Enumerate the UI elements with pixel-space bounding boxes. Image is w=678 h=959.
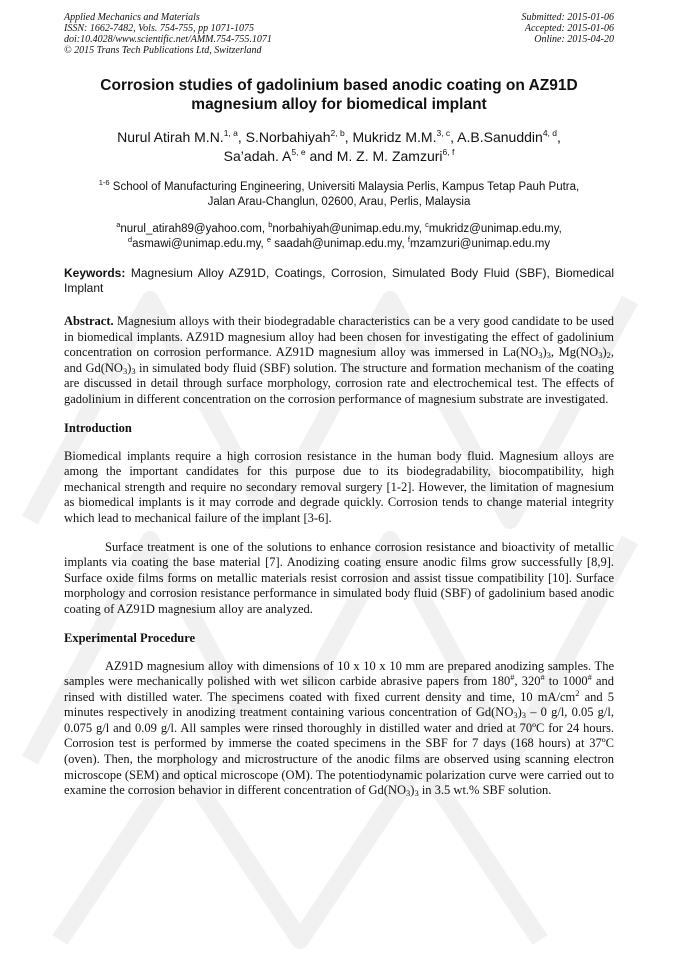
author-5: Sa’adah. A: [223, 148, 292, 164]
paper-page: [64, 12, 614, 799]
journal-doi[interactable]: doi:10.4028/www.scientific.net/AMM.754-755.1071: [64, 34, 272, 45]
author-3-sup: 3, c: [436, 128, 451, 138]
abstract-text-4: ): [602, 345, 607, 360]
introduction-heading: Introduction: [64, 420, 132, 435]
abstract-sub-2: 3: [546, 350, 551, 361]
abstract-text-7: in simulated body fluid (SBF) solution. The structure and formation mechanism of the coating are discussed in detail through surface morphology, corrosion rate and electrochemical test. The effects of gadolinium in different concentration on the corrosion performance of magnesium substrate are investigated.: [64, 360, 615, 406]
exp-sub-3: 3: [406, 788, 411, 799]
journal-header: [64, 12, 614, 56]
keywords-text: Magnesium Alloy AZ91D, Coatings, Corrosion, Simulated Body Fluid (SBF), Biomedical Implant: [64, 266, 614, 295]
exp-text-8: ): [410, 783, 415, 798]
author-2-sup: 2, b: [330, 128, 345, 138]
affiliation-line-2: Jalan Arau-Changlun, 02600, Arau, Perlis, Malaysia: [207, 196, 471, 208]
email-f-sup: f: [407, 235, 410, 244]
affiliation-line-1: School of Manufacturing Engineering, Universiti Malaysia Perlis, Kampus Tetap Pauh Putra,: [109, 181, 580, 193]
exp-text-3: to 1000: [544, 674, 588, 689]
journal-issn: ISSN: 1662-7482, Vols. 754-755, pp 1071-1075: [64, 23, 254, 34]
abstract: [64, 314, 614, 408]
author-emails: [64, 222, 614, 252]
accepted-date: Accepted: 2015-01-06: [524, 23, 614, 34]
author-1: Nurul Atirah M.N.: [117, 129, 224, 145]
abstract-sub-5: 3: [122, 365, 128, 376]
experimental-paragraph: [64, 659, 614, 799]
email-a-sup: a: [116, 220, 121, 229]
exp-text-6: ): [517, 705, 522, 720]
exp-sub-4: 3: [414, 788, 419, 799]
exp-text-7: – 0 g/l, 0.05 g/l, 0.075 g/l and 0.09 g/l. All samples were rinsed thoroughly in distilled water and dried at 70ºC for 24 hours. Corrosion test is performed by immerse the coated specimens in the SBF for 7 days (168 hours) at 37ºC (oven). Then, the morphology and microstructure of the anodic films are observed using scanning electron microscope (SEM) and optical microscope (OM). The potentiodynamic polarization curve were carried out to examine the corrosion behavior in different concentration of Gd(NO: [64, 705, 614, 798]
journal-copyright: © 2015 Trans Tech Publications Ltd, Switzerland: [64, 45, 262, 56]
abstract-label: Abstract.: [64, 314, 114, 328]
header-right: [522, 12, 615, 56]
affiliation-sup: 1-6: [98, 178, 110, 187]
exp-text-2: , 320: [514, 674, 541, 689]
title-line-2: magnesium alloy for biomedical implant: [191, 96, 487, 113]
author-6: and M. Z. M. Zamzuri: [305, 148, 443, 164]
title-line-1: Corrosion studies of gadolinium based anodic coating on AZ91D: [100, 77, 578, 94]
exp-text-4: and rinsed with distilled water. The specimens coated with fixed current density and time, 10 mA/cm: [64, 674, 614, 704]
author-4-comma: ,: [557, 129, 561, 145]
abstract-text-1: Magnesium alloys with their biodegradable characteristics can be a very good candidate to be used in biomedical implants. AZ91D magnesium alloy had been chosen for investigating the effect of gadolinium concentration on corrosion performance. AZ91D magnesium alloy was immersed in La(NO: [64, 314, 614, 360]
exp-cm2-sup: 2: [575, 687, 580, 698]
author-6-sup: 6, f: [442, 147, 455, 157]
author-3: , Mukridz M.M.: [344, 129, 437, 145]
abstract-sub-4: 2: [606, 350, 611, 361]
email-b[interactable]: norbahiyah@unimap.edu.my,: [272, 223, 426, 235]
author-5-sup: 5, e: [291, 147, 306, 157]
abstract-text-3: , Mg(NO: [550, 345, 599, 360]
abstract-text-6: ): [127, 360, 132, 375]
exp-sub-2: 3: [521, 710, 527, 721]
exp-text-5: and 5 minutes respectively in anodizing treatment containing various concentration of Gd(NO: [64, 689, 614, 720]
author-1-sup: 1, a: [223, 128, 238, 138]
email-e-sup: e: [266, 235, 272, 244]
abstract-text-2: ): [542, 345, 547, 360]
email-c-sup: c: [425, 220, 429, 229]
journal-name: Applied Mechanics and Materials: [64, 12, 200, 23]
exp-grit-1: #: [510, 672, 515, 683]
submitted-date: Submitted: 2015-01-06: [521, 12, 614, 23]
introduction-paragraph-1: Biomedical implants require a high corrosion resistance in the human body fluid. Magnesium alloys are among the important candidates for this purpose due to its biodegradability, biocompatibility, high mechanical strength and require no secondary removal surgery [1-2]. However, the limitation of magnesium as biomedical implants is it may corrode and degrade quickly. Corrosion tends to change material integrity which lead to mechanical failure of the implant [3-6].: [64, 448, 614, 525]
author-2: , S.Norbahiyah: [237, 129, 331, 145]
exp-text-1: AZ91D magnesium alloy with dimensions of 10 x 10 x 10 mm are prepared anodizing samples. The samples were mechanically polished with wet silicon carbide abrasive papers from 180: [64, 658, 614, 689]
author-4-sup: 4, d: [542, 128, 557, 138]
introduction-paragraph-2: Surface treatment is one of the solutions to enhance corrosion resistance and bioactivity of metallic implants via coating the base material [7]. Anodizing coating ensure anodic films grow successfully [8,9]. Surface oxide films forms on metallic materials resist corrosion and assist tissue compatibility [10]. Surface morphology and corrosion resistance performance in simulated body fluid (SBF) of gadolinium based anodic coating of AZ91D magnesium alloy are analyzed.: [64, 539, 614, 616]
email-d[interactable]: asmawi@unimap.edu.my,: [132, 238, 267, 250]
keywords-label: Keywords:: [64, 266, 126, 280]
abstract-sub-3: 3: [598, 350, 603, 361]
keywords: [64, 266, 614, 296]
online-date: Online: 2015-04-20: [534, 34, 614, 45]
abstract-text-5: , and Gd(NO: [64, 345, 614, 375]
email-e[interactable]: saadah@unimap.edu.my,: [271, 238, 408, 250]
email-c[interactable]: mukridz@unimap.edu.my,: [428, 223, 562, 235]
experimental-heading: Experimental Procedure: [64, 630, 196, 645]
email-a[interactable]: nurul_atirah89@yahoo.com,: [120, 223, 269, 235]
exp-sub-1: 3: [513, 710, 518, 721]
affiliation: [64, 180, 614, 210]
email-b-sup: b: [268, 220, 273, 229]
header-left: [64, 12, 272, 56]
exp-grit-2: #: [540, 672, 545, 683]
paper-title: [70, 76, 608, 114]
email-d-sup: d: [127, 235, 133, 244]
exp-text-9: in 3.5 wt.% SBF solution.: [418, 783, 552, 798]
exp-grit-3: #: [587, 672, 592, 683]
abstract-sub-6: 3: [131, 365, 136, 376]
author-list: [64, 128, 614, 166]
abstract-sub-1: 3: [538, 350, 543, 361]
email-f[interactable]: mzamzuri@unimap.edu.my: [409, 238, 551, 250]
author-4: , A.B.Sanuddin: [450, 129, 543, 145]
